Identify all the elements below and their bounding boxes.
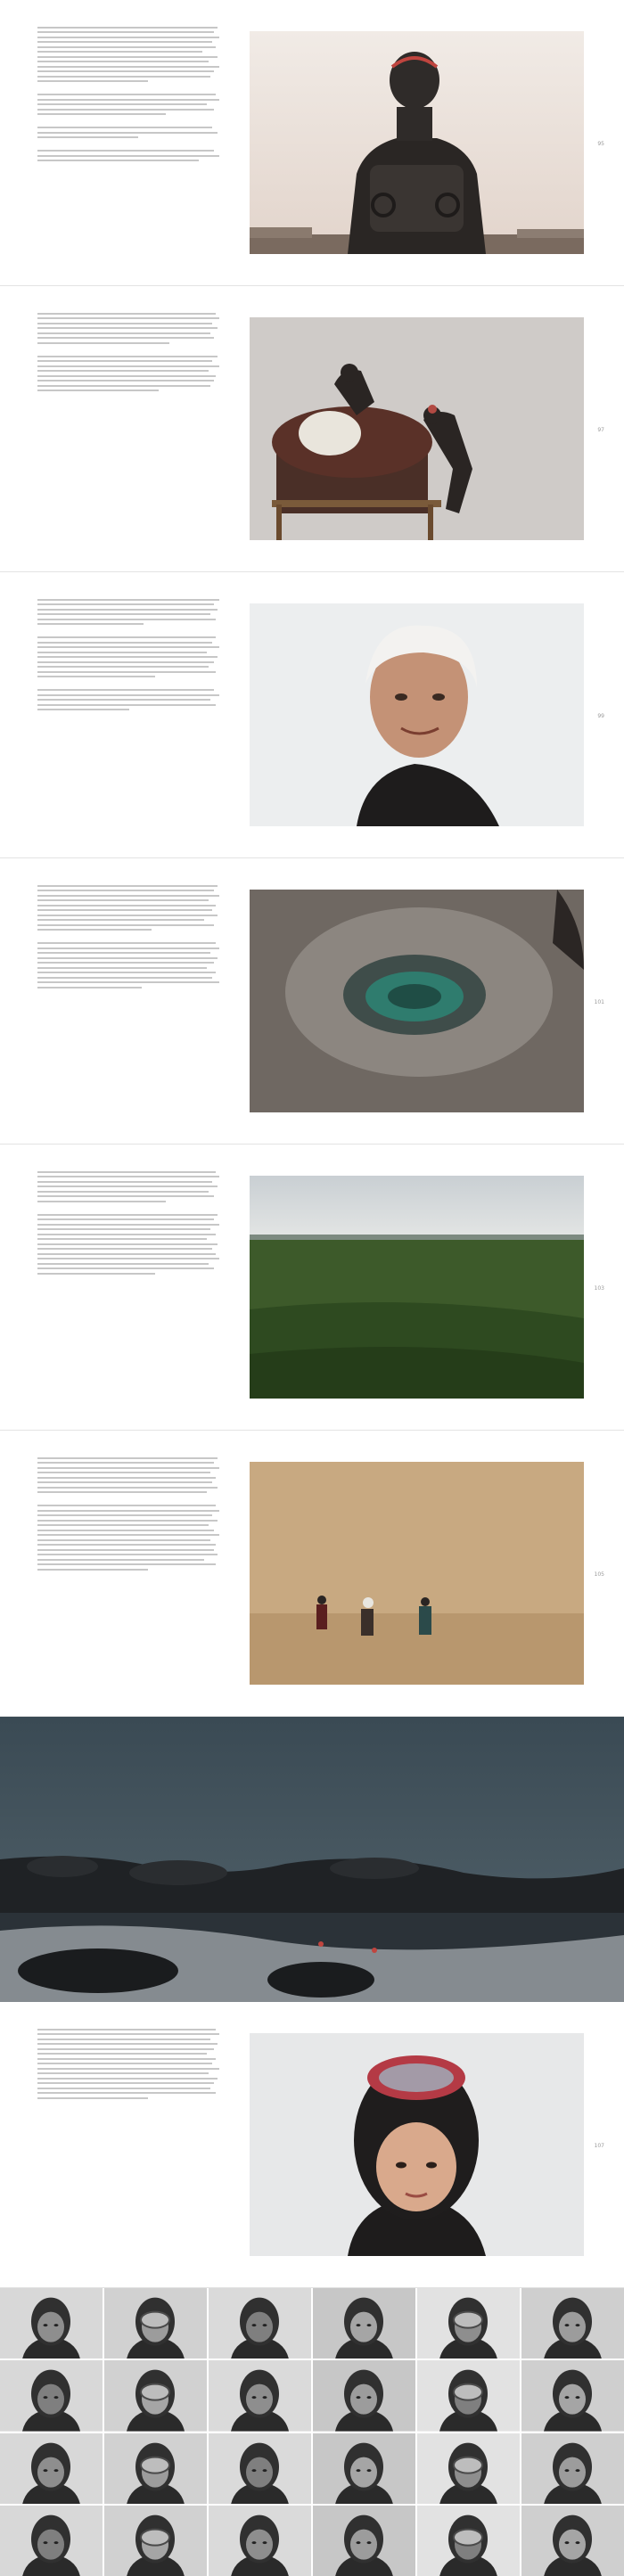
grid-portrait [0,2360,103,2431]
grid-portrait [104,2506,207,2576]
grid-portrait [417,2288,520,2359]
page-number: 101 [594,999,604,1005]
spread-3 [0,572,624,858]
page-number: 97 [597,427,604,433]
spread-1 [0,0,624,286]
page-number: 107 [594,2143,604,2149]
grid-portrait [209,2433,311,2504]
spread-portrait [0,2002,624,2288]
spread-4 [0,858,624,1144]
photo-diver-back [250,31,584,254]
page-number: 105 [594,1571,604,1578]
grid-portrait [0,2506,103,2576]
grid-portrait [521,2506,624,2576]
grid-portrait [313,2360,415,2431]
spread-5 [0,1144,624,1431]
body-text-column [37,1454,221,1694]
grid-portrait [313,2506,415,2576]
page-number: 103 [594,1285,604,1292]
body-text-column [37,882,221,1122]
photo-divers-walking [250,1462,584,1685]
grid-portrait [417,2433,520,2504]
grid-portrait [209,2360,311,2431]
grid-portrait [0,2288,103,2359]
body-text-column [37,1168,221,1408]
grid-portrait [417,2360,520,2431]
grid-portrait [313,2288,415,2359]
grid-portrait [0,2433,103,2504]
body-text-column [37,309,221,550]
grid-portrait [104,2288,207,2359]
photo-hole-in-surface [250,890,584,1112]
full-bleed-coastal-photo [0,1717,624,2002]
spread-6 [0,1431,624,1717]
grid-portrait [417,2506,520,2576]
page-number: 99 [597,713,604,719]
grid-portrait [521,2360,624,2431]
grid-portrait [104,2360,207,2431]
grid-portrait [104,2433,207,2504]
body-text-column [37,23,221,264]
photo-divers-on-cart [250,317,584,540]
grid-portrait [209,2506,311,2576]
portrait-grid [0,2288,624,2576]
grid-portrait [313,2433,415,2504]
spread-2 [0,286,624,572]
photo-green-field [250,1176,584,1399]
photo-young-diver [250,2033,584,2256]
grid-portrait [209,2288,311,2359]
body-text-column [37,595,221,836]
grid-portrait [521,2288,624,2359]
grid-portrait [521,2433,624,2504]
page-number: 95 [597,141,604,147]
body-text-column [37,2025,221,2266]
photo-elderly-diver [250,603,584,826]
